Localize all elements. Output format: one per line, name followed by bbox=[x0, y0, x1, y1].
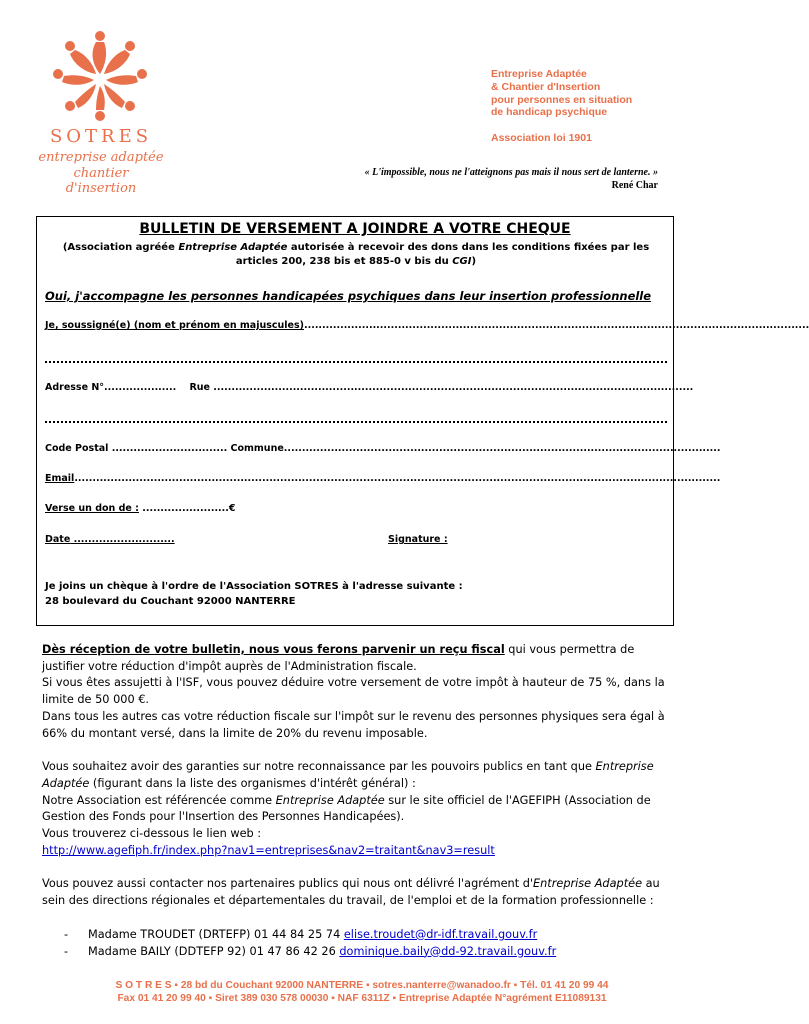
people-flower-logo-icon bbox=[50, 28, 150, 122]
signature-label: Signature : bbox=[388, 534, 448, 545]
donation-amount-field[interactable]: Verse un don de : ........................€ bbox=[45, 503, 236, 514]
paragraph-link-intro: Vous trouverez ci-dessous le lien web : bbox=[42, 827, 262, 841]
logo-subtitle-1: entreprise adaptée bbox=[38, 150, 164, 165]
form-tagline: Oui, j'accompagne les personnes handicapées psychiques dans leur insertion professionnelle bbox=[45, 289, 652, 303]
address-continuation-line[interactable] bbox=[45, 411, 667, 423]
donation-form bbox=[36, 216, 809, 626]
form-closing bbox=[45, 579, 463, 609]
footer bbox=[0, 979, 724, 1005]
name-continuation-line[interactable] bbox=[45, 351, 667, 363]
date-label: Date bbox=[45, 534, 71, 545]
closing-address: 28 boulevard du Couchant 92000 NANTERRE bbox=[45, 596, 296, 607]
paragraph-partners: Vous pouvez aussi contacter nos partenaires publics qui nous ont délivré l'agrément d'Entreprise Adaptée au sein des directions régionales et départementales du travail, de l'emploi et de la formation professionnelle : bbox=[42, 877, 660, 908]
currency-symbol: € bbox=[228, 503, 236, 514]
contact-item: - Madame BAILY (DDTEFP 92) 01 47 86 42 26 dominique.baily@dd-92.travail.gouv.fr bbox=[64, 944, 557, 958]
name-label: Je, soussigné(e) (nom et prénom en majuscules) bbox=[45, 320, 304, 331]
paragraph-agefiph: Notre Association est référencée comme Entreprise Adaptée sur le site officiel de l'AGEFIPH (Association de Gestion des Fonds pour l'Insertion des Personnes Handicapées). bbox=[42, 793, 651, 824]
donation-label: Verse un don de : bbox=[45, 503, 139, 514]
organization-info bbox=[491, 68, 691, 145]
address-field[interactable]: Adresse N°.................... Rue ..................................................................................................................................... bbox=[45, 382, 694, 393]
paragraph-isf: Si vous êtes assujetti à l'ISF, vous pouvez déduire votre versement de votre impôt à hauteur de 75 %, dans la limite de 50 000 €. bbox=[42, 676, 665, 707]
sotres-logo bbox=[38, 28, 164, 196]
contact-email-link[interactable]: elise.troudet@dr-idf.travail.gouv.fr bbox=[343, 927, 538, 941]
agefiph-link[interactable]: http://www.agefiph.fr/index.php?nav1=entreprises&nav2=traitant&nav3=result bbox=[42, 843, 495, 857]
logo-name: SOTRES bbox=[49, 126, 153, 147]
closing-line-1: Je joins un chèque à l'ordre de l'Association SOTRES à l'adresse suivante : bbox=[45, 581, 463, 592]
org-info-line: de handicap psychique bbox=[491, 106, 608, 119]
postal-label: Code Postal bbox=[45, 443, 109, 454]
paragraph-receipt: Dès réception de votre bulletin, nous vous ferons parvenir un reçu fiscal qui vous permettra de justifier votre réduction d'impôt auprès de l'Administration fiscale. bbox=[42, 643, 635, 673]
email-field[interactable]: Email................................................................................................................................................................................... bbox=[45, 473, 721, 484]
footer-line-1: S O T R E S ▪ 28 bd du Couchant 92000 NANTERRE ▪ sotres.nanterre@wanadoo.fr ▪ Tél. 01 41 20 99 44 bbox=[115, 980, 609, 991]
contact-item: - Madame TROUDET (DRTEFP) 01 44 84 25 74 elise.troudet@dr-idf.travail.gouv.fr bbox=[64, 927, 538, 941]
quote-text: « L'impossible, nous ne l'atteignons pas mais il nous sert de lanterne. » bbox=[364, 167, 658, 178]
date-signature-field[interactable]: Date ............................ Signature : bbox=[45, 534, 448, 545]
form-title: BULLETIN DE VERSEMENT A JOINDRE A VOTRE CHEQUE bbox=[139, 221, 571, 237]
form-subtitle: (Association agréée Entreprise Adaptée autorisée à recevoir des dons dans les conditions fixées par les articles 200, 238 bis et 885-0 v bis du CGI) bbox=[62, 242, 650, 267]
address-label: Adresse N° bbox=[45, 382, 105, 393]
footer-line-2: Fax 01 41 20 99 40 ▪ Siret 389 030 578 00030 ▪ NAF 6311Z ▪ Entreprise Adaptée N°agrément E11089131 bbox=[117, 993, 607, 1004]
paragraph-guarantees: Vous souhaitez avoir des garanties sur notre reconnaissance par les pouvoirs publics en tant que Entreprise Adaptée (figurant dans la liste des organismes d'intérêt général) : bbox=[42, 760, 654, 790]
contact-email-link[interactable]: dominique.baily@dd-92.travail.gouv.fr bbox=[339, 944, 557, 958]
org-info-line: Entreprise Adaptée bbox=[491, 68, 587, 80]
logo-subtitle-2: chantier d'insertion bbox=[65, 166, 137, 196]
org-info-line: & Chantier d'Insertion bbox=[491, 80, 601, 93]
city-label: Commune bbox=[230, 443, 284, 454]
street-label: Rue bbox=[189, 382, 210, 393]
name-field[interactable]: Je, soussigné(e) (nom et prénom en majuscules)............................................................................................................................................ bbox=[45, 320, 809, 331]
org-info-association: Association loi 1901 bbox=[491, 132, 592, 145]
quote-block bbox=[365, 166, 658, 192]
paragraph-income-tax: Dans tous les autres cas votre réduction fiscale sur l'impôt sur le revenu des personnes physiques sera égal à 66% du montant versé, dans la limite de 20% du revenu imposable. bbox=[42, 709, 665, 740]
org-info-line: pour personnes en situation bbox=[491, 93, 633, 106]
body-text bbox=[42, 642, 670, 960]
postal-city-field[interactable]: Code Postal ................................ Commune......................................................................................................................... bbox=[45, 443, 721, 454]
quote-author: René Char bbox=[611, 180, 658, 191]
email-label: Email bbox=[45, 473, 75, 484]
